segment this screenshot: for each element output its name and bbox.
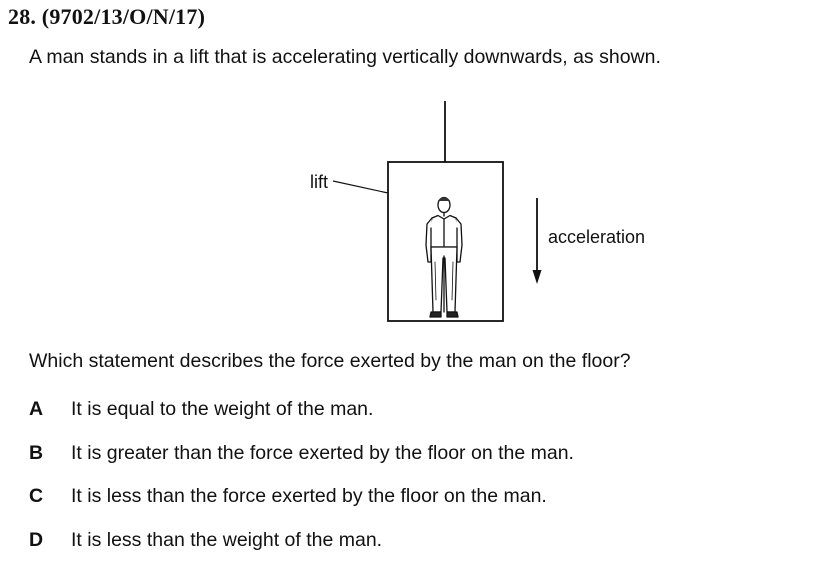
option-letter: B (29, 442, 44, 464)
question-number: 28. (9702/13/O/N/17) (8, 4, 206, 29)
option-b[interactable] (29, 440, 574, 466)
lift-label-leader (333, 181, 388, 193)
question-stem: A man stands in a lift that is accelerating vertically downwards, as shown. (29, 46, 661, 68)
acceleration-arrowhead (533, 270, 542, 284)
question-prompt: Which statement describes the force exerted by the man on the floor? (29, 350, 631, 372)
option-text: It is greater than the force exerted by the floor on the man. (71, 442, 574, 464)
lift-label: lift (310, 172, 328, 192)
option-text: It is less than the weight of the man. (71, 529, 383, 551)
option-d[interactable] (29, 527, 382, 553)
option-letter: C (29, 485, 44, 507)
man-figure (426, 198, 462, 318)
option-text: It is equal to the weight of the man. (71, 398, 374, 420)
option-c[interactable] (29, 483, 547, 509)
option-a[interactable] (29, 396, 373, 422)
option-letter: D (29, 529, 44, 551)
option-letter: A (29, 398, 44, 420)
option-text: It is less than the force exerted by the floor on the man. (71, 485, 547, 507)
acceleration-label: acceleration (548, 227, 646, 247)
